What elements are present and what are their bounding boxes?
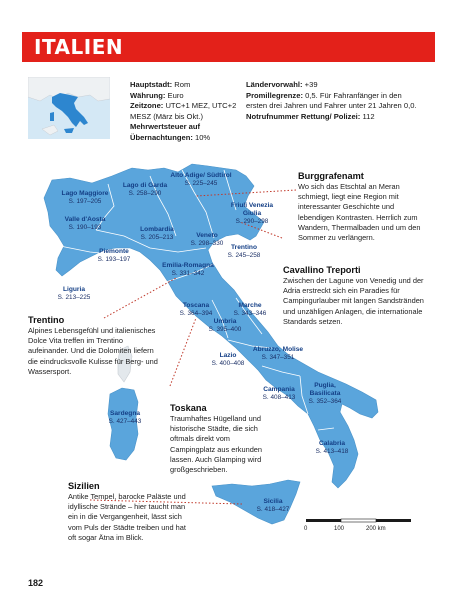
region-piemonte: [90, 248, 138, 264]
region-calabria: [308, 440, 356, 456]
region-pages: S. 408–413: [262, 394, 296, 401]
fact-label: Promillegrenze:: [246, 90, 303, 100]
callout-body: Alpines Lebensgefühl und italienisches Dolce Vita treffen im Trentino aufeinander. Und die Dolomiten liefern die eindrucksvolle Kulisse für Berg- und Wassersport.: [28, 326, 158, 376]
region-name: Valle d'Aosta: [64, 216, 106, 223]
fact-label: Hauptstadt:: [130, 80, 173, 89]
region-name: Piemonte: [99, 248, 129, 255]
callout-body: Zwischen der Lagune von Venedig und der Adria erstreckt sich ein Paradies für Campingurlauber mit langen Sandstränden und unzähligen Anlagen, die internationale Standards setzen.: [283, 276, 424, 326]
callout-burggrafenamt: [298, 170, 426, 243]
region-pages: S. 213–225: [57, 294, 91, 301]
region-name: Friuli Venezia Giulia: [230, 202, 274, 217]
region-pages: S. 395–400: [208, 326, 242, 333]
leader-toskana: [170, 318, 196, 386]
region-lazio: [206, 352, 250, 368]
region-liguria: [50, 286, 98, 302]
callout-title: Trentino: [28, 315, 65, 325]
region-alto-adige: [168, 172, 234, 188]
fact-value: UTC+1 MEZ, UTC+2 MESZ (März bis Okt.): [130, 101, 237, 121]
callout-cavallino: [283, 264, 433, 327]
fact-value: Euro: [165, 90, 184, 100]
region-lago-di-garda: [114, 182, 176, 198]
region-lombardia: [130, 226, 184, 242]
region-pages: S. 427–443: [108, 418, 142, 425]
region-pages: S. 413–418: [315, 448, 349, 455]
region-name: Liguria: [63, 286, 85, 293]
fact-value: +39: [302, 80, 318, 89]
region-pages: S. 364–394: [179, 310, 213, 317]
region-emilia-romagna: [156, 262, 220, 278]
region-pages: S. 193–197: [97, 256, 131, 263]
region-name: Sicilia: [263, 498, 283, 505]
fact-value: 0,5. Für Fahranfänger in den ersten drei Jahren und Fahrer unter 21 Jahren 0,0.: [246, 90, 417, 111]
page-number: 182: [28, 578, 44, 588]
region-pages: S. 352–364: [308, 398, 342, 405]
callout-toskana: [170, 402, 266, 475]
region-pages: S. 298–330: [190, 240, 224, 247]
region-name: Toscana: [182, 302, 210, 309]
scale-segment-3: [376, 519, 411, 522]
region-trentino: [220, 244, 268, 260]
scale-segment-2: [341, 519, 376, 522]
region-name: Sardegna: [109, 410, 141, 417]
callout-title: Toskana: [170, 403, 207, 413]
region-sicilia: [250, 498, 296, 514]
region-name: Veneto: [196, 232, 218, 239]
region-name: Lombardia: [140, 226, 174, 233]
region-pages: S. 400–408: [211, 360, 245, 367]
region-pages: S. 290–298: [235, 218, 269, 225]
region-pages: S. 245–258: [227, 252, 261, 259]
region-pages: S. 347–351: [261, 354, 295, 361]
leader-trentino: [104, 278, 176, 318]
callout-title: Sizilien: [68, 481, 100, 491]
region-name: Campania: [263, 386, 295, 393]
region-name: Lago di Garda: [122, 182, 168, 189]
country-title: ITALIEN: [34, 35, 124, 59]
region-pages: S. 418–427: [256, 506, 290, 513]
region-name: Emilia-Romagna: [162, 262, 214, 269]
fact-label: Notrufnummer Rettung/ Polizei:: [246, 111, 361, 121]
region-name: Umbria: [213, 318, 237, 325]
region-pages: S. 205–213: [140, 234, 174, 241]
fact-label: Ländervorwahl:: [246, 80, 303, 89]
fact-value: 112: [360, 111, 375, 121]
region-name: Lago Maggiore: [61, 190, 109, 197]
fact-label: Zeitzone:: [130, 101, 164, 111]
scale-segment-1: [306, 519, 341, 522]
region-campania: [254, 386, 304, 402]
region-abruzzo-molise: [248, 346, 308, 362]
scale-label: 200 km: [366, 526, 386, 532]
region-friuli: [226, 202, 278, 226]
callout-body: Traumhaftes Hügelland und historische Städte, die sich oftmals direkt vom Campingplatz aus erkunden lassen. Auch Glamping wird großgeschrieben.: [170, 414, 263, 475]
region-lago-maggiore: [54, 190, 116, 206]
callout-trentino: [28, 314, 163, 377]
region-valle-d-aosta: [60, 216, 110, 232]
scale-label: 100: [334, 526, 345, 532]
region-name: Alto Adige/ Südtirol: [170, 172, 232, 179]
fact-label: Währung:: [130, 90, 166, 100]
region-name: Calabria: [318, 440, 346, 447]
callout-sizilien: [68, 480, 194, 543]
region-umbria: [202, 318, 248, 334]
region-name: Puglia, Basilicata: [309, 382, 341, 397]
region-name: Marche: [238, 302, 262, 309]
scale-bar: [306, 519, 411, 522]
region-pages: S. 343–346: [233, 310, 267, 317]
fact-value: 10%: [192, 132, 211, 142]
region-pages: S. 225–245: [184, 180, 218, 187]
callout-body: Wo sich das Etschtal an Meran schmiegt, liegt eine Region mit interessanter Geschichte und lebendigen Kontrasten. Herrlich zum Wandern, Thermalbaden und um den Sommer zu verlängern.: [298, 182, 421, 243]
region-marche: [226, 302, 274, 318]
region-puglia-basilicata: [300, 382, 350, 406]
region-pages: S. 258–290: [128, 190, 162, 197]
scale-label: 0: [304, 526, 308, 532]
region-toscana: [172, 302, 220, 318]
region-name: Trentino: [230, 244, 257, 251]
fact-label: Mehrwertsteuer auf Übernachtungen:: [130, 122, 201, 142]
callout-title: Cavallino Treporti: [283, 265, 361, 275]
callout-body: Antike Tempel, barocke Paläste und idyllische Strände – hier taucht man ein in die Vergangenheit, lässt sich vom Puls der Städte treiben und hat oft sogar Ätna im Blick.: [68, 492, 186, 542]
region-pages: S. 331–342: [171, 270, 205, 277]
region-sardegna: [100, 410, 150, 426]
region-pages: S. 190–193: [68, 224, 102, 231]
region-name: Abruzzo, Molise: [252, 346, 304, 353]
fact-value: Rom: [172, 80, 191, 89]
scale-labels: [300, 526, 430, 536]
region-name: Lazio: [219, 352, 237, 359]
region-pages: S. 197–205: [68, 198, 102, 205]
callout-title: Burggrafenamt: [298, 171, 364, 181]
